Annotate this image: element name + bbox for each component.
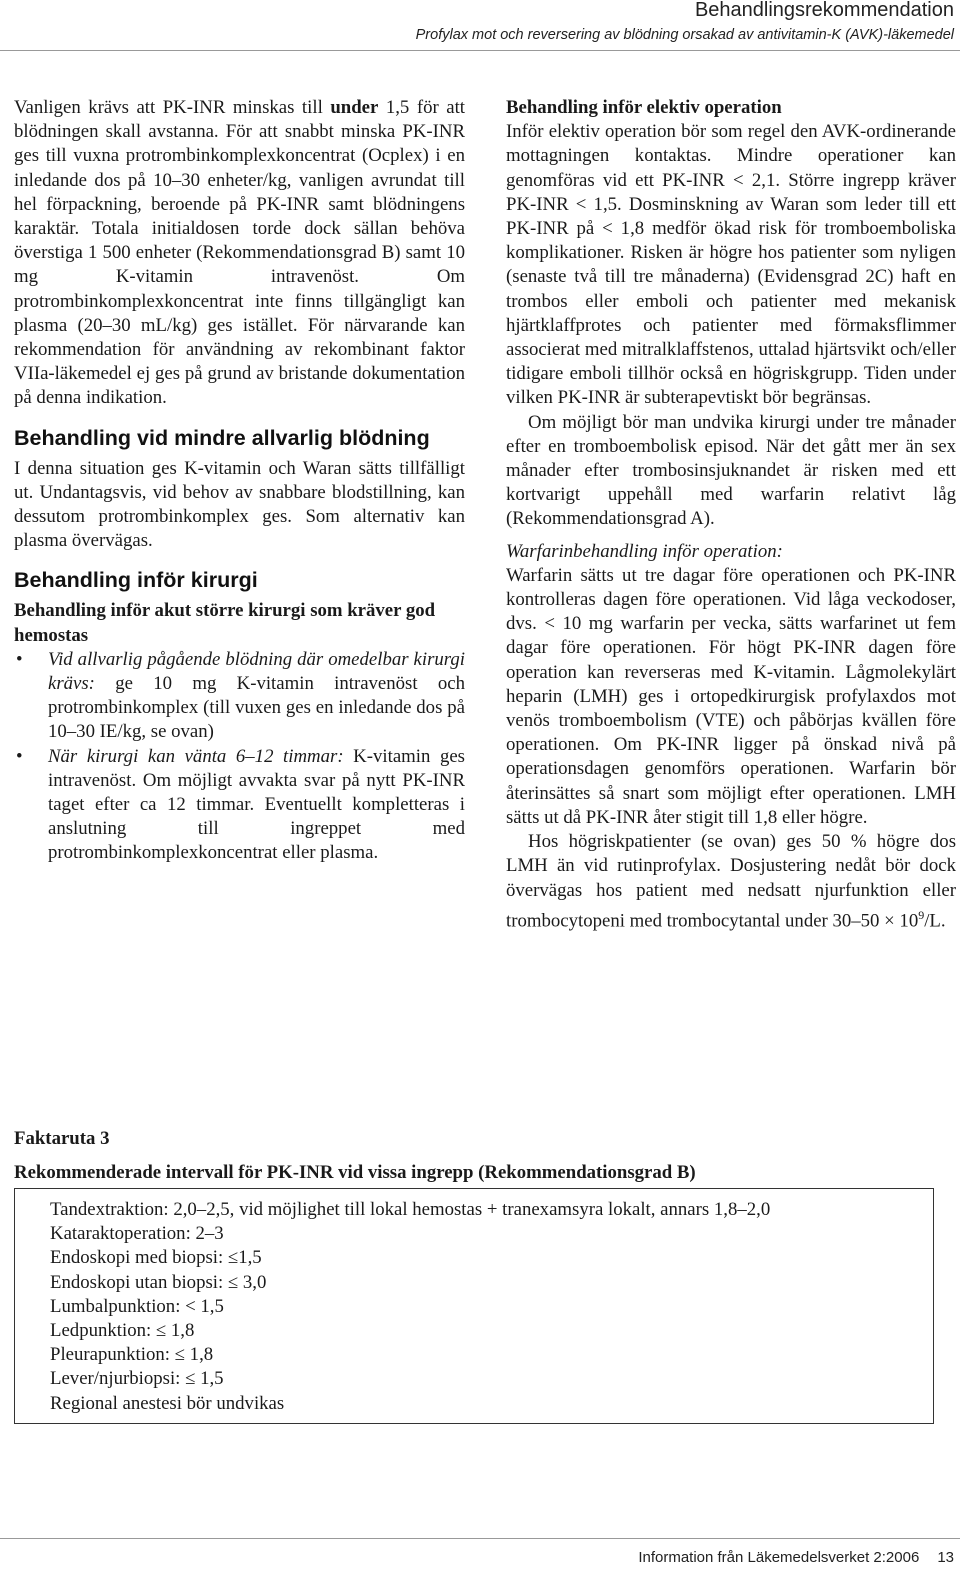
factbox-item: Tandextraktion: 2,0–2,5, vid möjlighet till lokal hemostas + tranexamsyra lokalt, annars 1,8–2,0 xyxy=(50,1199,771,1220)
factbox-item: Ledpunktion: ≤ 1,8 xyxy=(50,1320,195,1342)
factbox-title: Rekommenderade intervall för PK-INR vid vissa ingrepp (Rekommendationsgrad B) xyxy=(14,1162,696,1183)
section-heading-surgery: Behandling inför kirurgi xyxy=(14,568,258,593)
header-divider xyxy=(0,50,960,51)
factbox-item: Regional anestesi bör undvikas xyxy=(50,1392,285,1414)
factbox-item: Kataraktoperation: 2–3 xyxy=(50,1223,224,1245)
unit-text: /L. xyxy=(924,909,946,931)
bullet-icon: • xyxy=(16,648,23,670)
list-item-lead: När kirurgi kan vänta 6–12 timmar: xyxy=(48,745,344,767)
page-number: 13 xyxy=(937,1549,954,1566)
intro-text-rest: 1,5 för att blödningen skall avstanna. För att snabbt minska PK-INR ges till vuxna protrombinkomplexkoncentrat (Ocplex) i en inledande dos på 10–30 enheter/kg, vanligen avrundat till hel förpackning, beroende på PK-INR samt blödningens karaktär. Totala initialdosen torde dock sällan behöva överstiga 1 500 enheter (Rekommendationsgrad B) samt 10 mg K-vitamin intravenöst. Om protrombinkomplexkoncentrat inte finns tillgängligt kan plasma (20–30 mL/kg) ges istället. För närvarande kan rekommendation för användning av rekombinant faktor VIIa-läkemedel ej ges på grund av bristande dokumentation på denna indikation. xyxy=(14,97,465,409)
list-item-text: K-vitamin ges intravenöst. Om möjligt avvakta svar på nytt PK-INR taget efter ca 12 timmar. Eventuellt kompletteras i anslutning till ingreppet med protrombinkomplexkoncentrat eller plasma. xyxy=(48,745,465,864)
warfarin-subheading: Warfarinbehandling inför operation: xyxy=(506,540,783,562)
intro-paragraph xyxy=(14,96,465,411)
bullet-icon: • xyxy=(16,745,23,767)
list-item-text: ge 10 mg K-vitamin intravenöst och protrombinkomplex (till vuxen ges en inledande dos på 10–30 IE/kg, se ovan) xyxy=(48,673,465,743)
intro-emphasis: under xyxy=(330,97,379,118)
left-column xyxy=(14,96,465,866)
section-heading-mild-bleeding: Behandling vid mindre allvarlig blödning xyxy=(14,425,430,450)
acute-surgery-list xyxy=(14,648,465,866)
warfarin-paragraph: Warfarin sätts ut tre dagar före operationen och PK-INR kontrolleras dagen före operationen. Vid låga veckodoser, dvs. < 10 mg warfarin per vecka, sätts warfarinet ut fem dagar före operationen. För högt PK-INR dagen före operation kan reverseras med K-vitamin. Lågmolekylärt heparin (LMH) ges i ortopedkirurgisk profylaxdos mot venös tromboembolism (VTE) och påbörjas kvällen före operationen. Om PK-INR ligger på önskad nivå på operationsdagen genomförs operationen. Warfarin bör återinsättes så snart som möjligt efter operationen. LMH sätts ut då PK-INR åter stigit till 1,8 eller högre. xyxy=(506,564,956,828)
right-column xyxy=(506,96,956,933)
subheading-acute-surgery: Behandling inför akut större kirurgi som kräver god hemostas xyxy=(14,600,436,646)
footer-source: Information från Läkemedelsverket 2:2006 xyxy=(638,1549,920,1566)
high-risk-paragraph xyxy=(506,830,956,933)
footer-divider xyxy=(0,1538,960,1539)
list-item xyxy=(14,745,465,866)
page-footer xyxy=(620,1549,954,1566)
exponent: 9 xyxy=(918,907,925,922)
intro-text-start: Vanligen krävs att PK-INR minskas till xyxy=(14,97,331,118)
factbox-item: Endoskopi utan biopsi: ≤ 3,0 xyxy=(50,1271,267,1293)
running-header-subtitle: Profylax mot och reversering av blödning orsakad av antivitamin-K (AVK)-läkemedel xyxy=(415,27,954,43)
factbox xyxy=(14,1188,934,1424)
running-header-title: Behandlingsrekommendation xyxy=(694,0,954,21)
factbox-item: Pleurapunktion: ≤ 1,8 xyxy=(50,1344,214,1366)
list-item xyxy=(14,648,465,745)
factbox-item: Lever/njurbiopsi: ≤ 1,5 xyxy=(50,1368,224,1390)
subheading-elective-surgery: Behandling inför elektiv operation xyxy=(506,97,782,118)
elective-paragraph-1: Inför elektiv operation bör som regel den AVK-ordinerande mottagningen kontaktas. Mindre operationer kan genomföras vid ett PK-INR < 2,1. Större ingrepp kräver PK-INR < 1,5. Dosminskning av Waran som leder till ett PK-INR på < 1,8 medför ökad risk för tromboemboliska komplikationer. Risken är högre hos patienter som nyligen (senaste två till tre månaderna) (Evidensgrad 2C) haft en trombos eller emboli och patienter med mekanisk hjärtklaffprotes och patienter med förmaksflimmer associerat med mitralklaffstenos, uttalad hjärtsvikt och/eller tidigare emboli tillhör också en högriskgrupp. Tiden under vilken PK-INR är subterapevtiskt bör begränsas. xyxy=(506,121,956,409)
mild-bleeding-paragraph: I denna situation ges K-vitamin och Waran sätts tillfälligt ut. Undantagsvis, vid behov av snabbare blodstillning, kan dessutom protrombinkomplex ges. Som alternativ kan plasma övervägas. xyxy=(14,457,465,552)
factbox-item: Lumbalpunktion: < 1,5 xyxy=(50,1295,224,1317)
elective-paragraph-2: Om möjligt bör man undvika kirurgi under tre månader efter en tromboembolisk episod. När det gått mer än sex månader efter trombosinsjuknandet är risken med ett kortvarigt uppehåll med warfarin relativt låg (Rekommendationsgrad A). xyxy=(506,411,956,530)
high-risk-text: Hos högriskpatienter (se ovan) ges 50 % högre dos LMH än vid rutinprofylax. Dosjustering nedåt bör dock övervägas hos patient med nedsatt njurfunktion eller trombocytopeni med trombocytantal under 30–50 × 10 xyxy=(506,831,956,931)
list-item-lead: Vid allvarlig pågående blödning där omedelbar kirurgi krävs: xyxy=(48,648,465,695)
factbox-label: Faktaruta 3 xyxy=(14,1128,110,1149)
factbox-item: Endoskopi med biopsi: ≤1,5 xyxy=(50,1247,262,1269)
